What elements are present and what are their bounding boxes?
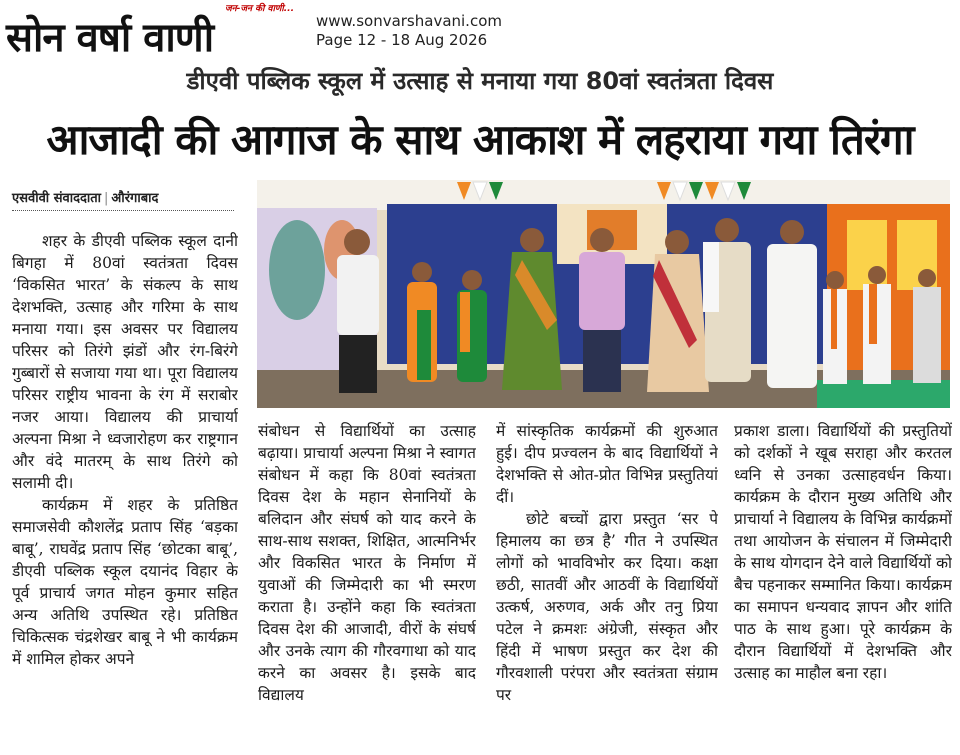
sub-headline: डीएवी पब्लिक स्कूल में उत्साह से मनाया गया 80वां स्वतंत्रता दिवस bbox=[186, 67, 774, 95]
article-paragraph: संबोधन से विद्यार्थियों का उत्साह बढ़ाया। प्राचार्या अल्पना मिश्रा ने स्वागत संबोधन में कहा कि 80वां स्वतंत्रता दिवस देश के महान सेनानियों के बलिदान और संघर्ष को याद करने के साथ-साथ सशक्त, शिक्षित, आत्मनिर्भर और विकसित भारत के निर्माण में युवाओं की जिम्मेदारी का भी स्मरण कराता है। उन्होंने कहा कि स्वतंत्रता दिवस देश की आजादी, वीरों के संघर्ष और उनके त्याग की गौरवगाथा को याद करने का अवसर है। इसके बाद विद्यालय bbox=[258, 422, 476, 704]
photo-illustration bbox=[257, 180, 950, 408]
masthead bbox=[0, 0, 960, 60]
article-paragraph: में सांस्कृतिक कार्यक्रमों की शुरुआत हुई। दीप प्रज्वलन के बाद विद्यार्थियों ने देशभक्ति से ओत-प्रोत विभिन्न प्रस्तुतियां दीं। bbox=[496, 422, 718, 506]
event-photo bbox=[257, 180, 950, 408]
article-column-1 bbox=[12, 230, 238, 750]
article-column-3 bbox=[496, 420, 718, 750]
article-paragraph: शहर के डीएवी पब्लिक स्कूल दानी बिगहा में 80वां स्वतंत्रता दिवस ‘विकसित भारत’ के संकल्प के साथ देशभक्ति, उत्साह और गरिमा के साथ मनाया गया। इस अवसर पर विद्यालय परिसर को तिरंगे झंडों और रंग-बिरंगे गुब्बारों से सजाया गया था। पूरा विद्यालय परिसर राष्ट्रीय भावना के रंग में सराबोर नजर आया। विद्यालय की प्राचार्या अल्पना मिश्रा ने ध्वजारोहण कर राष्ट्रगान और वंदे मातरम् के साथ तिरंगे को सलामी दी। bbox=[12, 232, 238, 492]
headline: आजादी की आगाज के साथ आकाश में लहराया गया तिरंगा bbox=[46, 115, 914, 164]
page-date: Page 12 - 18 Aug 2026 bbox=[316, 31, 488, 49]
edition-info bbox=[316, 12, 502, 50]
article-paragraph: छोटे बच्चों द्वारा प्रस्तुत ‘सर पे हिमालय का छत्र है’ गीत ने उपस्थित लोगों को भावविभोर कर दिया। कक्षा छठी, सातवीं और आठवीं के विद्यार्थियों उत्कर्ष, अरुणव, अर्क और तनु प्रिया पटेल ने क्रमशः अंग्रेजी, संस्कृत और हिंदी में भाषण प्रस्तुत कर देश की गौरवशाली परंपरा और स्वतंत्रता संग्राम पर bbox=[496, 510, 718, 704]
reporter-name: एसवीवी संवाददाता bbox=[12, 191, 102, 206]
article-column-4 bbox=[734, 420, 952, 750]
dateline-place: औरंगाबाद bbox=[111, 191, 159, 206]
website-link[interactable]: www.sonvarshavani.com bbox=[316, 12, 502, 30]
newspaper-logo[interactable] bbox=[6, 0, 302, 61]
article-paragraph: कार्यक्रम में शहर के प्रतिष्ठित समाजसेवी कौशलेंद्र प्रताप सिंह ‘बड़का बाबू’, राघवेंद्र प्रताप सिंह ‘छोटका बाबू’, डीएवी पब्लिक स्कूल दयानंद विहार के पूर्व प्राचार्य जगत मोहन कुमार सहित अन्य अतिथि उपस्थित रहे। प्रतिष्ठित चिकित्सक चंद्रशेखर बाबू ने भी कार्यक्रम में शामिल होकर अपने bbox=[12, 496, 238, 668]
article-paragraph: प्रकाश डाला। विद्यार्थियों की प्रस्तुतियों को दर्शकों ने खूब सराहा और करतल ध्वनि से उनका उत्साहवर्धन किया। कार्यक्रम के दौरान मुख्य अतिथि और प्राचार्या ने विद्यालय के विभिन्न कार्यक्रमों तथा आयोजन के संचालन में जिम्मेदारी के साथ योगदान देने वाले विद्यार्थियों को बैच पहनाकर सम्मानित किया। कार्यक्रम का समापन धन्यवाद ज्ञापन और शांति पाठ के साथ हुआ। पूरे कार्यक्रम के दौरान विद्यार्थियों में देशभक्ति और उत्साह का माहौल बना रहा। bbox=[734, 422, 952, 682]
article-column-2 bbox=[258, 420, 476, 750]
byline: एसवीवी संवाददाता | औरंगाबाद bbox=[12, 188, 234, 211]
brand-tagline: जन-जन की वाणी... bbox=[224, 4, 294, 14]
brand-name: सोन वर्षा वाणी bbox=[6, 15, 214, 61]
